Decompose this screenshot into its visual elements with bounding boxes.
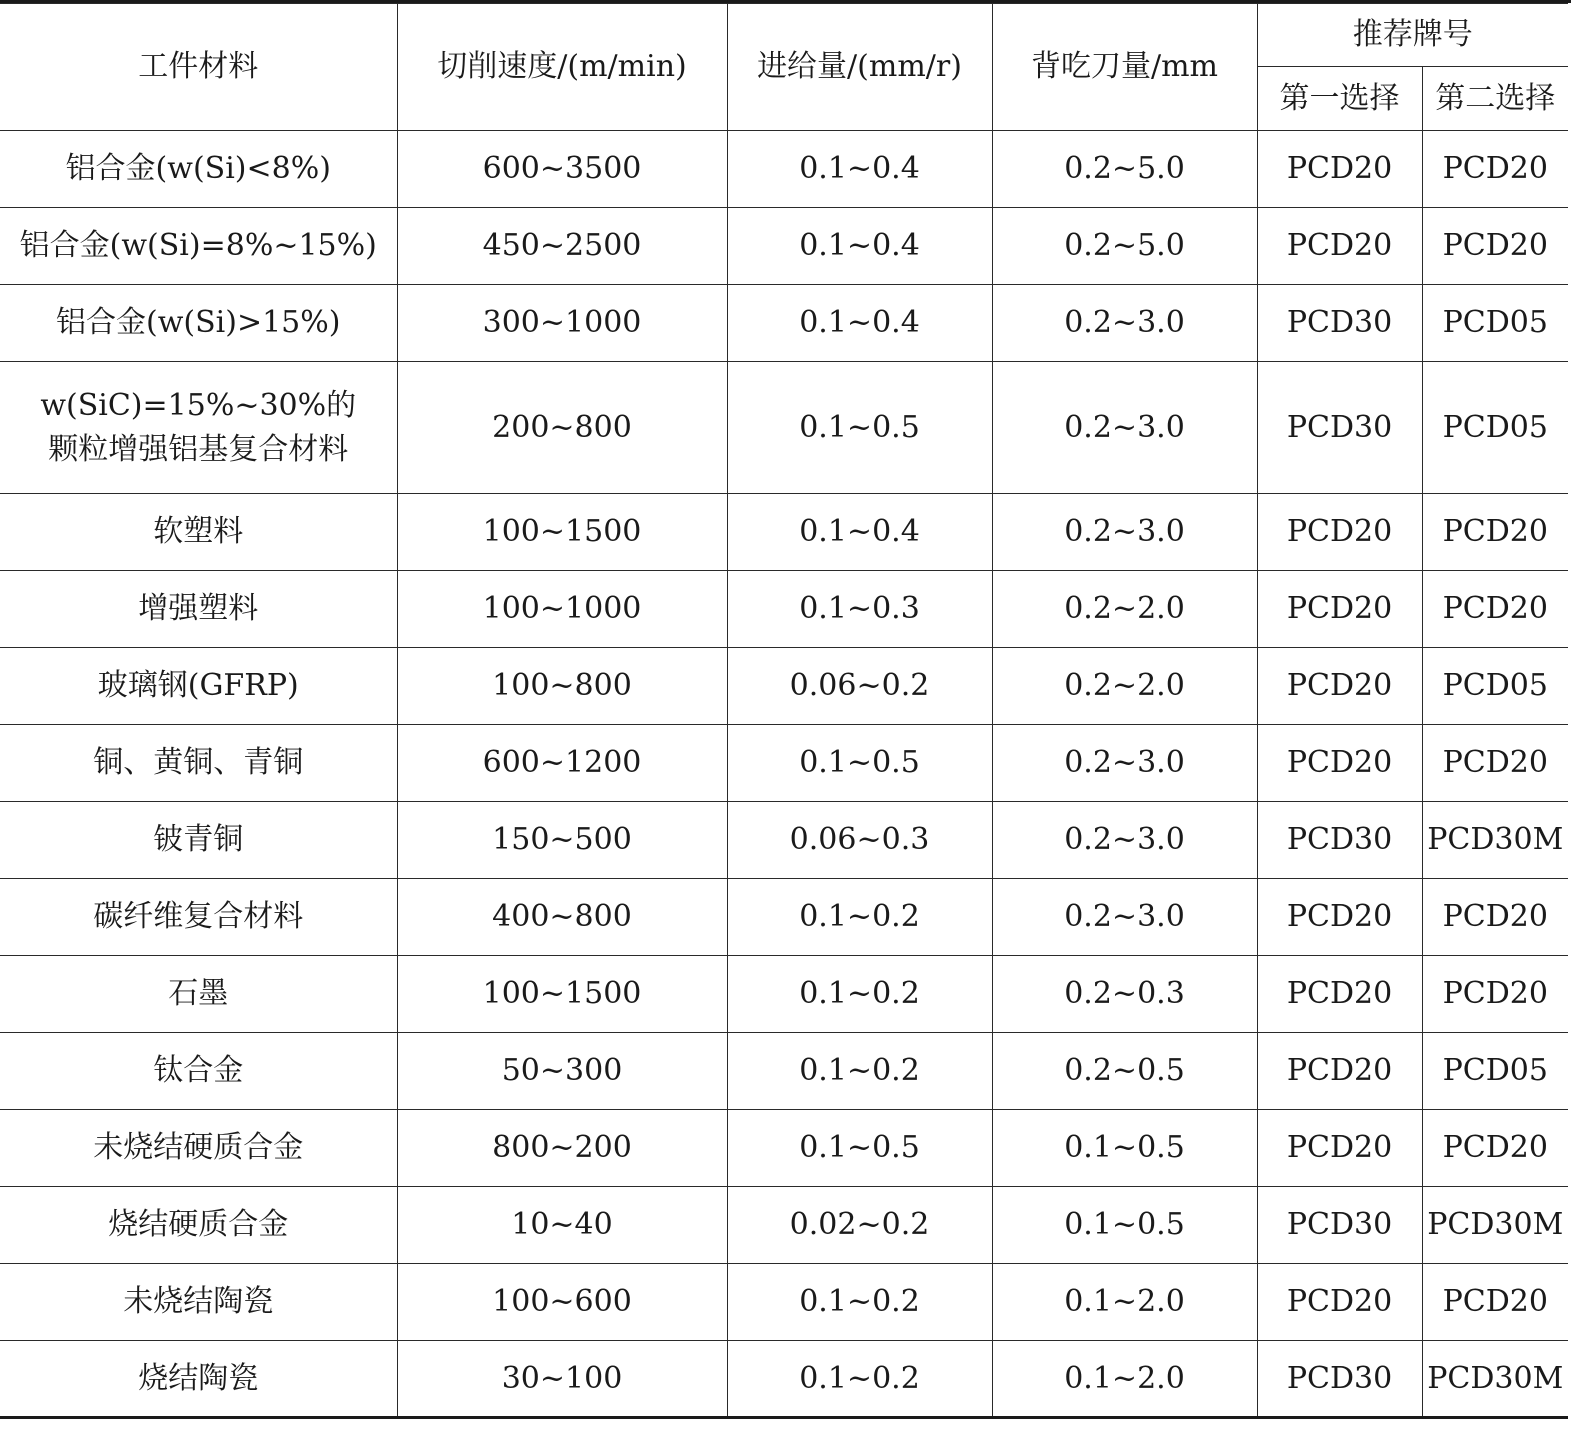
cell-first-choice: PCD20: [1257, 571, 1422, 648]
table-row: [0, 648, 1568, 725]
cell-second-choice: PCD20: [1422, 1110, 1568, 1187]
cell-first-choice: PCD20: [1257, 648, 1422, 725]
table-row: [0, 285, 1568, 362]
table-row: [0, 1187, 1568, 1264]
table-row: [0, 362, 1568, 494]
cell-speed: 100~1500: [397, 494, 727, 571]
cell-depth: 0.2~3.0: [992, 725, 1257, 802]
cell-material: 软塑料: [0, 494, 397, 571]
cell-material: 未烧结陶瓷: [0, 1264, 397, 1341]
cell-speed: 100~600: [397, 1264, 727, 1341]
table-row: [0, 1341, 1568, 1418]
cell-speed: 10~40: [397, 1187, 727, 1264]
cell-first-choice: PCD20: [1257, 879, 1422, 956]
cell-second-choice: PCD20: [1422, 131, 1568, 208]
cell-feed: 0.06~0.3: [727, 802, 992, 879]
header-recommended-grade: 推荐牌号: [1257, 4, 1568, 67]
table-row: [0, 879, 1568, 956]
cell-first-choice: PCD20: [1257, 1110, 1422, 1187]
cell-first-choice: PCD20: [1257, 725, 1422, 802]
cell-first-choice: PCD30: [1257, 1187, 1422, 1264]
cell-depth: 0.2~3.0: [992, 802, 1257, 879]
cell-feed: 0.06~0.2: [727, 648, 992, 725]
cell-second-choice: PCD20: [1422, 208, 1568, 285]
cell-feed: 0.1~0.5: [727, 1110, 992, 1187]
cell-depth: 0.2~3.0: [992, 285, 1257, 362]
cell-depth: 0.2~2.0: [992, 571, 1257, 648]
cell-material: 铜、黄铜、青铜: [0, 725, 397, 802]
cell-depth: 0.2~0.5: [992, 1033, 1257, 1110]
cell-speed: 30~100: [397, 1341, 727, 1418]
cell-material: 增强塑料: [0, 571, 397, 648]
cell-second-choice: PCD05: [1422, 648, 1568, 725]
cell-first-choice: PCD20: [1257, 956, 1422, 1033]
cell-first-choice: PCD20: [1257, 494, 1422, 571]
header-second-choice: 第二选择: [1422, 67, 1568, 131]
cell-second-choice: PCD20: [1422, 956, 1568, 1033]
cell-second-choice: PCD20: [1422, 879, 1568, 956]
cell-speed: 600~1200: [397, 725, 727, 802]
cell-first-choice: PCD30: [1257, 1341, 1422, 1418]
table-row: [0, 131, 1568, 208]
cell-material-line: 颗粒增强铝基复合材料: [48, 431, 349, 467]
table-row: [0, 1110, 1568, 1187]
table-row: [0, 956, 1568, 1033]
cell-speed: 600~3500: [397, 131, 727, 208]
cell-depth: 0.1~2.0: [992, 1264, 1257, 1341]
header-material: 工件材料: [0, 4, 397, 131]
cell-material: 铝合金(w(Si)<8%): [0, 131, 397, 208]
table-row: [0, 208, 1568, 285]
cell-material: 玻璃钢(GFRP): [0, 648, 397, 725]
cell-second-choice: PCD05: [1422, 1033, 1568, 1110]
cell-feed: 0.02~0.2: [727, 1187, 992, 1264]
cell-second-choice: PCD05: [1422, 362, 1568, 494]
cell-depth: 0.2~3.0: [992, 494, 1257, 571]
cell-second-choice: PCD30M: [1422, 1341, 1568, 1418]
table-row: [0, 802, 1568, 879]
cell-feed: 0.1~0.4: [727, 131, 992, 208]
cell-speed: 100~1000: [397, 571, 727, 648]
cell-depth: 0.1~2.0: [992, 1341, 1257, 1418]
cell-second-choice: PCD05: [1422, 285, 1568, 362]
cell-feed: 0.1~0.2: [727, 1341, 992, 1418]
header-speed: 切削速度/(m/min): [397, 4, 727, 131]
cell-feed: 0.1~0.2: [727, 956, 992, 1033]
cell-second-choice: PCD20: [1422, 571, 1568, 648]
cell-speed: 100~800: [397, 648, 727, 725]
cell-material-line: w(SiC)=15%~30%的: [40, 387, 357, 423]
cell-second-choice: PCD30M: [1422, 1187, 1568, 1264]
cell-feed: 0.1~0.4: [727, 208, 992, 285]
cell-first-choice: PCD20: [1257, 1264, 1422, 1341]
cell-depth: 0.2~5.0: [992, 131, 1257, 208]
cell-material: 碳纤维复合材料: [0, 879, 397, 956]
cell-feed: 0.1~0.3: [727, 571, 992, 648]
cell-first-choice: PCD30: [1257, 802, 1422, 879]
cell-feed: 0.1~0.2: [727, 1264, 992, 1341]
cell-depth: 0.2~2.0: [992, 648, 1257, 725]
cell-material: 铝合金(w(Si)=8%~15%): [0, 208, 397, 285]
cell-speed: 50~300: [397, 1033, 727, 1110]
cell-depth: 0.2~5.0: [992, 208, 1257, 285]
cell-depth: 0.2~3.0: [992, 362, 1257, 494]
cell-speed: 400~800: [397, 879, 727, 956]
cell-material: 烧结陶瓷: [0, 1341, 397, 1418]
cell-depth: 0.2~0.3: [992, 956, 1257, 1033]
cell-first-choice: PCD20: [1257, 1033, 1422, 1110]
cell-second-choice: PCD20: [1422, 494, 1568, 571]
header-depth: 背吃刀量/mm: [992, 4, 1257, 131]
cell-material: 铝合金(w(Si)>15%): [0, 285, 397, 362]
cell-speed: 100~1500: [397, 956, 727, 1033]
cell-feed: 0.1~0.2: [727, 879, 992, 956]
cell-feed: 0.1~0.4: [727, 285, 992, 362]
table-row: [0, 1264, 1568, 1341]
cell-first-choice: PCD30: [1257, 362, 1422, 494]
cell-speed: 200~800: [397, 362, 727, 494]
cell-second-choice: PCD30M: [1422, 802, 1568, 879]
cell-feed: 0.1~0.4: [727, 494, 992, 571]
cell-second-choice: PCD20: [1422, 725, 1568, 802]
table-row: [0, 1033, 1568, 1110]
cell-material: 未烧结硬质合金: [0, 1110, 397, 1187]
cell-second-choice: PCD20: [1422, 1264, 1568, 1341]
cell-depth: 0.1~0.5: [992, 1110, 1257, 1187]
cutting-parameters-table: [0, 3, 1568, 1419]
header-feed: 进给量/(mm/r): [727, 4, 992, 131]
cell-feed: 0.1~0.5: [727, 725, 992, 802]
cell-material: 钛合金: [0, 1033, 397, 1110]
table-row: [0, 571, 1568, 648]
table-row: [0, 725, 1568, 802]
cell-speed: 800~200: [397, 1110, 727, 1187]
cell-first-choice: PCD20: [1257, 208, 1422, 285]
cell-material: 石墨: [0, 956, 397, 1033]
cell-depth: 0.2~3.0: [992, 879, 1257, 956]
cell-material: 铍青铜: [0, 802, 397, 879]
cell-feed: 0.1~0.5: [727, 362, 992, 494]
cell-material: 烧结硬质合金: [0, 1187, 397, 1264]
cell-first-choice: PCD20: [1257, 131, 1422, 208]
cell-speed: 150~500: [397, 802, 727, 879]
cell-first-choice: PCD30: [1257, 285, 1422, 362]
cell-depth: 0.1~0.5: [992, 1187, 1257, 1264]
cell-feed: 0.1~0.2: [727, 1033, 992, 1110]
table-row: [0, 494, 1568, 571]
header-row: [0, 4, 1568, 67]
header-first-choice: 第一选择: [1257, 67, 1422, 131]
cell-material: [0, 362, 397, 494]
cell-speed: 300~1000: [397, 285, 727, 362]
cell-speed: 450~2500: [397, 208, 727, 285]
